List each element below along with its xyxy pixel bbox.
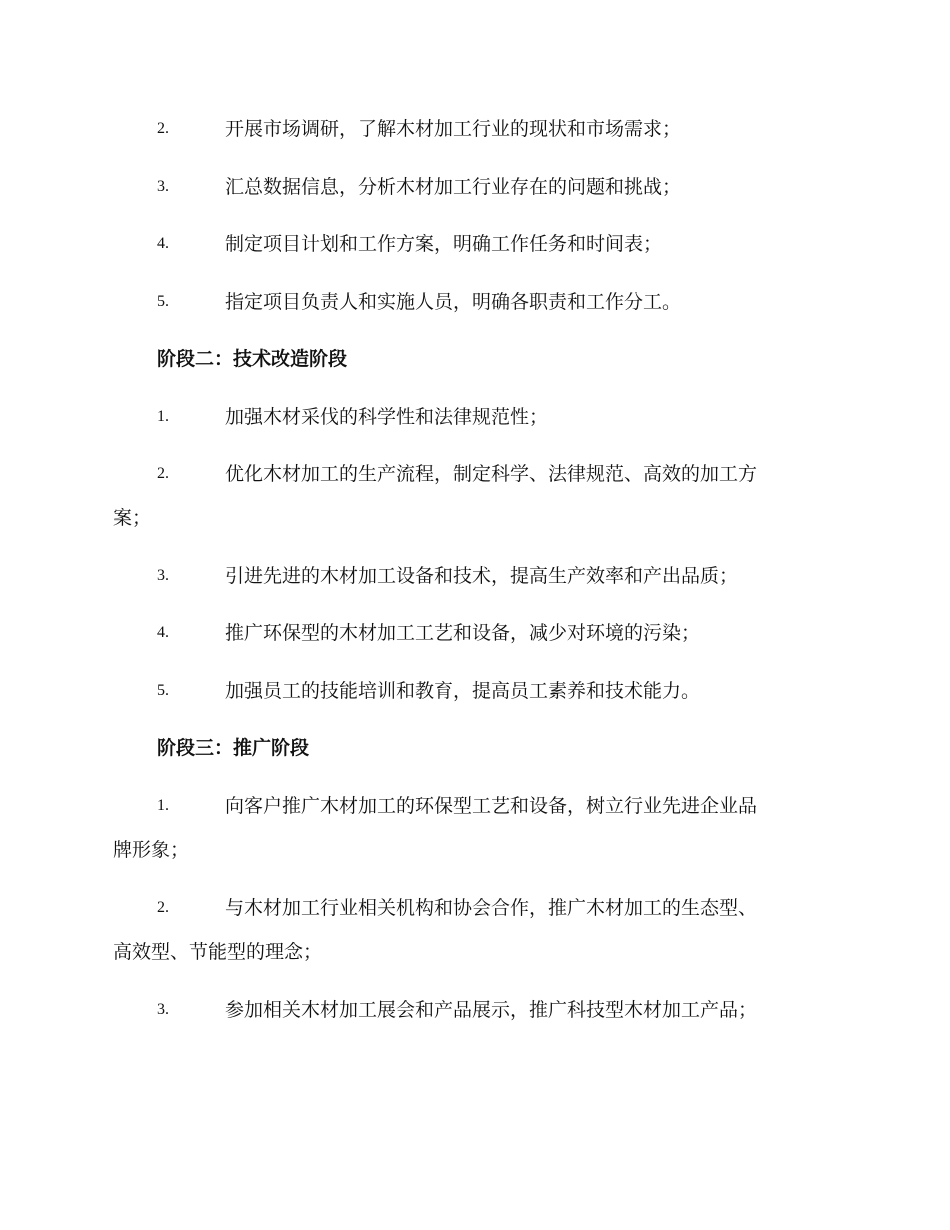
item-number: 3. bbox=[157, 1001, 169, 1018]
list-item bbox=[113, 669, 838, 713]
item-text-continuation: 案； bbox=[113, 507, 152, 529]
item-text: 指定项目负责人和实施人员，明确各职责和工作分工。 bbox=[225, 291, 682, 313]
item-number: 1. bbox=[157, 797, 169, 814]
list-item bbox=[113, 222, 838, 266]
item-text: 参加相关木材加工展会和产品展示，推广科技型木材加工产品； bbox=[225, 999, 758, 1021]
list-item bbox=[113, 107, 838, 151]
item-text: 制定项目计划和工作方案，明确工作任务和时间表； bbox=[225, 233, 663, 255]
item-number: 3. bbox=[157, 567, 169, 584]
list-item bbox=[113, 988, 838, 1032]
section-heading: 阶段三：推广阶段 bbox=[157, 737, 310, 759]
item-number: 2. bbox=[157, 465, 169, 482]
item-number: 2. bbox=[157, 120, 169, 137]
list-item bbox=[113, 395, 838, 439]
item-text-continuation: 高效型、节能型的理念； bbox=[113, 941, 323, 963]
section-heading: 阶段二：技术改造阶段 bbox=[157, 348, 348, 370]
list-item bbox=[113, 452, 838, 540]
list-item bbox=[113, 611, 838, 655]
item-text: 汇总数据信息，分析木材加工行业存在的问题和挑战； bbox=[225, 176, 682, 198]
item-text: 开展市场调研，了解木材加工行业的现状和市场需求； bbox=[225, 118, 682, 140]
item-number: 3. bbox=[157, 178, 169, 195]
item-text: 向客户推广木材加工的环保型工艺和设备，树立行业先进企业品 bbox=[225, 795, 758, 817]
list-item bbox=[113, 554, 838, 598]
item-number: 5. bbox=[157, 682, 169, 699]
list-item bbox=[113, 280, 838, 324]
item-text: 优化木材加工的生产流程，制定科学、法律规范、高效的加工方 bbox=[225, 463, 758, 485]
item-number: 4. bbox=[157, 624, 169, 641]
item-number: 5. bbox=[157, 293, 169, 310]
item-text: 引进先进的木材加工设备和技术，提高生产效率和产出品质； bbox=[225, 565, 739, 587]
item-text: 加强员工的技能培训和教育，提高员工素养和技术能力。 bbox=[225, 680, 701, 702]
item-text: 推广环保型的木材加工工艺和设备，减少对环境的污染； bbox=[225, 622, 701, 644]
list-item bbox=[113, 165, 838, 209]
item-number: 2. bbox=[157, 899, 169, 916]
item-text: 加强木材采伐的科学性和法律规范性； bbox=[225, 406, 549, 428]
item-number: 4. bbox=[157, 235, 169, 252]
item-text: 与木材加工行业相关机构和协会合作，推广木材加工的生态型、 bbox=[225, 897, 758, 919]
item-number: 1. bbox=[157, 408, 169, 425]
list-item bbox=[113, 784, 838, 872]
item-text-continuation: 牌形象； bbox=[113, 839, 190, 861]
list-item bbox=[113, 886, 838, 974]
